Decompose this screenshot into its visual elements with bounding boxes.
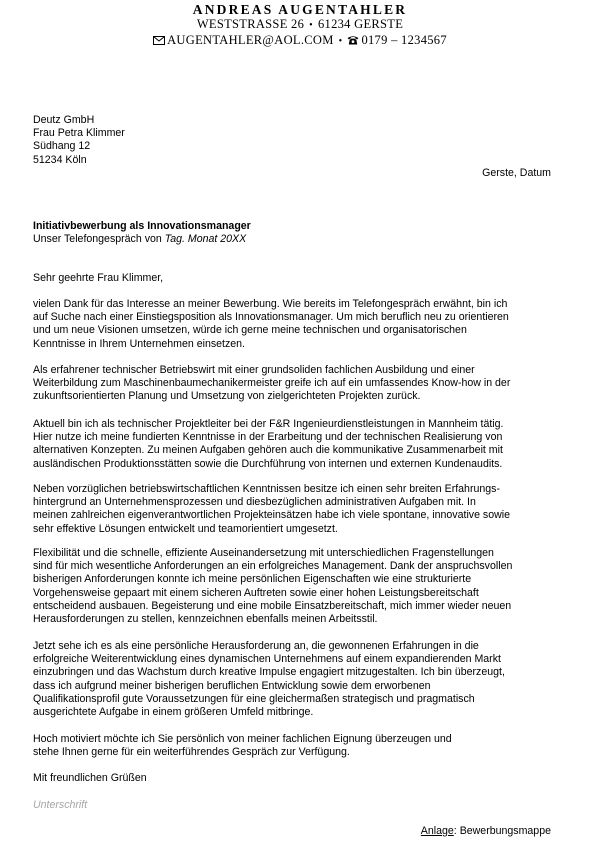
paragraph-line: hintergrund an Unternehmensprozessen und diesbezüglichen administrativen Aufgaben mit. In	[33, 496, 476, 509]
paragraph-line: Hoch motiviert möchte ich Sie persönlich von meiner fachlichen Eignung überzeugen und	[33, 733, 452, 745]
reference-prefix: Unser Telefongespräch von	[33, 233, 165, 246]
reference-date: Tag. Monat 20XX	[164, 233, 247, 246]
telephone-icon	[347, 35, 359, 45]
sender-email: AUGENTAHLER@AOL.COM	[167, 33, 334, 47]
recipient-city: 51234 Köln	[33, 153, 87, 166]
separator-dot: •	[338, 36, 343, 47]
paragraph-line: stehe Ihnen gerne für ein weiterführendes Gespräch zur Verfügung.	[33, 746, 350, 759]
paragraph-line: Herausforderungen zu stellen, kennzeichnen ebenfalls meinen Arbeitsstil.	[33, 613, 378, 626]
paragraph-line: ausgerichtete Aufgabe in einem größeren Umfeld mitbringe.	[33, 706, 314, 719]
paragraph-line: sehr effektive Lösungen entwickelt und teamorientiert umgesetzt.	[33, 522, 338, 535]
closing: Mit freundlichen Grüßen	[33, 772, 147, 784]
sender-contact-line	[0, 33, 600, 49]
paragraph-line: und um neue Visionen umsetzen, würde ich gerne meine technischen und organisatorischen	[33, 324, 467, 337]
body-paragraph	[33, 483, 558, 536]
sender-street: WESTSTRASSE 26	[196, 17, 305, 31]
paragraph-line: auf Suche nach einer Einstiegsposition als Innovationsmanager. Um mich beruflich neu zu orientieren	[33, 311, 509, 324]
body-paragraph	[33, 364, 558, 404]
paragraph-line: einzubringen und das Wachstum durch kreative Impulse engagiert mitzugestalten. Ich bin überzeugt,	[33, 666, 505, 679]
paragraph-line: alternativen Konzepten. Zu meinen Aufgaben gehören auch die kommunikative Zusammenarbeit mit	[33, 444, 503, 457]
enclosure	[421, 825, 551, 838]
paragraph-line: Aktuell bin ich als technischer Projektleiter bei der F&R Ingenieurdienstleistungen in Mannheim tätig.	[33, 418, 504, 430]
paragraph-line: sind für mich wesentliche Anforderungen an ein erfolgreiches Management. Dank der anspruchsvollen	[33, 560, 513, 573]
body-paragraph	[33, 418, 558, 471]
paragraph-line: Vorgehensweise gepaart mit einem sicheren Auftreten sowie einer hohen Leistungsbereitschaft	[33, 586, 479, 599]
paragraph-line: bisherigen Anforderungen konnte ich meine persönlichen Eigenschaften wie eine strukturierte	[33, 573, 472, 586]
paragraph-line: erfolgreiche Weiterentwicklung eines dynamischen Unternehmens auf einem expandierenden Markt	[33, 653, 501, 666]
enclosure-label: Anlage	[420, 825, 454, 837]
recipient-person: Frau Petra Klimmer	[33, 127, 125, 140]
enclosure-separator: :	[453, 825, 457, 837]
paragraph-line: Hier nutze ich meine fundierten Kenntnisse in der Erarbeitung und der technischen Realisierung von	[33, 431, 503, 444]
paragraph-line: ausländischen Produktionsstätten sowie die Durchführung von internen und externen Kundenaudits.	[33, 457, 503, 470]
separator-dot: •	[309, 20, 313, 31]
paragraph-line: Kenntnisse in Ihrem Unternehmen einsetzen.	[33, 337, 245, 350]
paragraph-line: Jetzt sehe ich es als eine persönliche Herausforderung an, die gewonnenen Erfahrungen in die	[33, 640, 479, 652]
recipient-street: Südhang 12	[33, 140, 91, 153]
salutation: Sehr geehrte Frau Klimmer,	[33, 272, 164, 284]
paragraph-line: zukunftsorientierten Planung und Umsetzung von zielgerichteten Projekten zurück.	[33, 390, 421, 403]
body-paragraph	[33, 733, 558, 759]
recipient-address	[33, 114, 125, 167]
paragraph-line: Qualifikationsprofil gute Voraussetzungen für eine gleichermaßen strategisch und pragmatisch	[33, 692, 475, 705]
paragraph-line: dass ich aufgrund meiner bisherigen beruflichen Entwicklung sowie dem erworbenen	[33, 679, 431, 692]
sender-city: 61234 GERSTE	[317, 17, 404, 31]
body-paragraph	[33, 298, 558, 351]
subject-reference	[33, 233, 251, 246]
enclosure-value: Bewerbungsmappe	[459, 825, 551, 837]
recipient-company: Deutz GmbH	[33, 114, 95, 126]
subject-block	[33, 220, 251, 246]
body-paragraph	[33, 640, 558, 719]
place-date: Gerste, Datum	[482, 167, 551, 179]
sender-phone: 0179 – 1234567	[361, 33, 447, 47]
paragraph-line: Weiterbildung zum Maschinenbaumechanikermeister greife ich auf ein umfassendes Know-how in der	[33, 377, 511, 390]
paragraph-line: Als erfahrener technischer Betriebswirt mit einer grundsoliden fachlichen Ausbildung und einer	[33, 364, 475, 376]
paragraph-line: Neben vorzüglichen betriebswirtschaftlichen Kenntnissen besitze ich einen sehr breiten Erfahrungs-	[33, 483, 500, 495]
paragraph-line: meinen zahlreichen eigenverantwortlichen Projekteinsätzen habe ich viele spontane, innovative sowie	[33, 509, 511, 522]
body-paragraph	[33, 547, 558, 626]
envelope-icon	[153, 36, 165, 45]
letterhead	[0, 2, 600, 49]
sender-address-line	[0, 17, 600, 33]
paragraph-line: entscheidend ausbauen. Begeisterung und eine mobile Einsatzbereitschaft, mich immer wieder neuen	[33, 599, 512, 612]
paragraph-line: vielen Dank für das Interesse an meiner Bewerbung. Wie bereits im Telefongespräch erwähnt, bin ich	[33, 298, 508, 310]
subject-title: Initiativbewerbung als Innovationsmanager	[33, 220, 251, 232]
sender-name: ANDREAS AUGENTAHLER	[192, 2, 408, 17]
paragraph-line: Flexibilität und die schnelle, effiziente Auseinandersetzung mit unterschiedlichen Fragenstellungen	[33, 547, 494, 559]
signature-placeholder: Unterschrift	[33, 799, 88, 811]
